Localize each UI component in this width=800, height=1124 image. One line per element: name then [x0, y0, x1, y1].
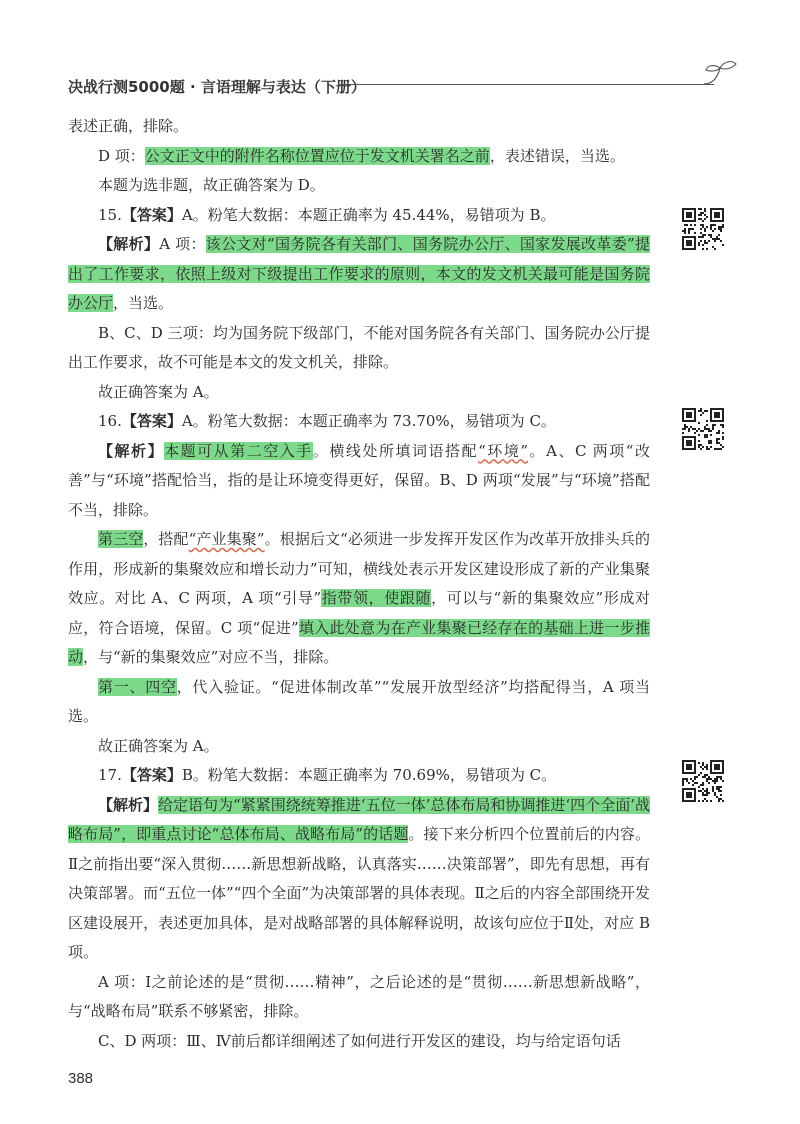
answer-line-17	[68, 761, 650, 791]
paragraph: 本题为选非题，故正确答案为 D。	[98, 176, 325, 194]
running-header	[0, 62, 800, 102]
analysis-tag: 【解析】	[98, 795, 159, 814]
book-title: 决战行测5000题 · 言语理解与表达（下册）	[68, 78, 366, 96]
text: ，表述错误，当选。	[489, 146, 625, 165]
highlight: 本题可从第二空入手	[164, 441, 313, 460]
qr-code-icon[interactable]	[682, 760, 724, 802]
text: 。A、C 两项“改善”与“环境”搭配恰当，指的是让环境变得更好，保留。B、D 两项“发展”与“环境”搭配不当，排除。	[68, 441, 650, 519]
paragraph	[68, 525, 650, 673]
sprout-icon	[700, 56, 744, 88]
option-label: A 项：	[159, 235, 206, 253]
text: ，与“新的集聚效应”对应不当，排除。	[83, 648, 339, 666]
answer-line-15	[68, 201, 650, 231]
answer-text: A。粉笔大数据：本题正确率为 45.44%，易错项为 B。	[181, 205, 556, 224]
highlight: 该公文对“国务院各有关部门、国务院办公厅、国家发展改革委”提出了工作要求，依照上级对下级提出工作要求的原则，本文的发文机关最可能是国务院办公厅	[68, 235, 650, 312]
answer-text: B。粉笔大数据：本题正确率为 70.69%，易错项为 C。	[181, 766, 557, 784]
page-body	[68, 112, 650, 1056]
text: 。横线处所填词语搭配	[312, 441, 479, 460]
analysis-tag: 【解析】	[98, 235, 160, 253]
wavy-underline: “产业集聚”	[188, 530, 265, 548]
question-number: 16.	[98, 412, 122, 430]
highlight: 填入此处意为在产业集聚已经存在的基础上进一步推动	[68, 618, 650, 666]
answer-tag: 【答案】	[121, 412, 182, 430]
text: ，可以与“新的集聚效应”形成对应，符合语境，保留。C 项“促进”	[68, 589, 650, 637]
paragraph	[68, 673, 650, 732]
page-number: 388	[68, 1070, 94, 1087]
wavy-underline: “环境”	[478, 441, 529, 460]
text: 。接下来分析四个位置前后的内容。Ⅱ之前指出要“深入贯彻……新思想新战略，认真落实……决策部署”，即先有思想，再有决策部署。而“五位一体”“四个全面”为决策部署的具体表现。Ⅱ之后的内容全部围绕开发区建设展开，表述更加具体，是对战略部署的具体解释说明，故该句应位于Ⅱ处，对应 B 项。	[68, 825, 650, 961]
highlight: 指带领，使跟随	[321, 589, 432, 607]
paragraph	[68, 142, 650, 172]
paragraph: 表述正确，排除。	[68, 117, 189, 135]
text: ，当选。	[113, 294, 174, 312]
highlight: 第三空	[98, 530, 144, 548]
qr-code-icon[interactable]	[682, 408, 724, 450]
paragraph: 故正确答案为 A。	[98, 736, 219, 755]
header-rule	[338, 84, 714, 85]
question-number: 17.	[98, 766, 122, 784]
text: ，代入验证。“促进体制改革”“发展开放型经济”均搭配得当，A 项当选。	[68, 677, 650, 725]
answer-tag: 【答案】	[121, 766, 182, 784]
highlight: 公文正文中的附件名称位置应位于发文机关署名之前	[144, 146, 490, 165]
qr-code-icon[interactable]	[682, 208, 724, 250]
paragraph: B、C、D 三项：均为国务院下级部门，不能对国务院各有关部门、国务院办公厅提出工作要求，故不可能是本文的发文机关，排除。	[68, 323, 650, 371]
analysis-15	[68, 230, 650, 319]
analysis-tag: 【解析】	[98, 441, 165, 460]
text: 。根据后文“必须进一步发挥开发区作为改革开放排头兵的作用，形成新的集聚效应和增长动力”可知，横线处表示开发区建设形成了新的产业集聚效应。对比 A、C 两项，A 项“引导”	[68, 530, 650, 607]
analysis-16	[68, 437, 650, 526]
analysis-17	[68, 791, 650, 968]
question-number: 15.	[98, 205, 122, 224]
paragraph: A 项：Ⅰ之前论述的是“贯彻……精神”，之后论述的是“贯彻……新思想新战略”，与“战略布局”联系不够紧密，排除。	[68, 972, 650, 1020]
option-label: D 项：	[98, 146, 145, 165]
highlight: 第一、四空	[98, 677, 177, 696]
answer-text: A。粉笔大数据：本题正确率为 73.70%，易错项为 C。	[181, 412, 556, 430]
answer-line-16	[68, 407, 650, 437]
answer-tag: 【答案】	[121, 205, 182, 224]
paragraph: C、D 两项：Ⅲ、Ⅳ前后都详细阐述了如何进行开发区的建设，均与给定语句话	[98, 1031, 621, 1050]
text: ，搭配	[143, 530, 189, 548]
paragraph: 故正确答案为 A。	[98, 382, 219, 401]
highlight: 给定语句为“紧紧围绕统筹推进‘五位一体’总体布局和协调推进‘四个全面’战略布局”，即重点讨论“总体布局、战略布局”的话题	[68, 795, 650, 843]
